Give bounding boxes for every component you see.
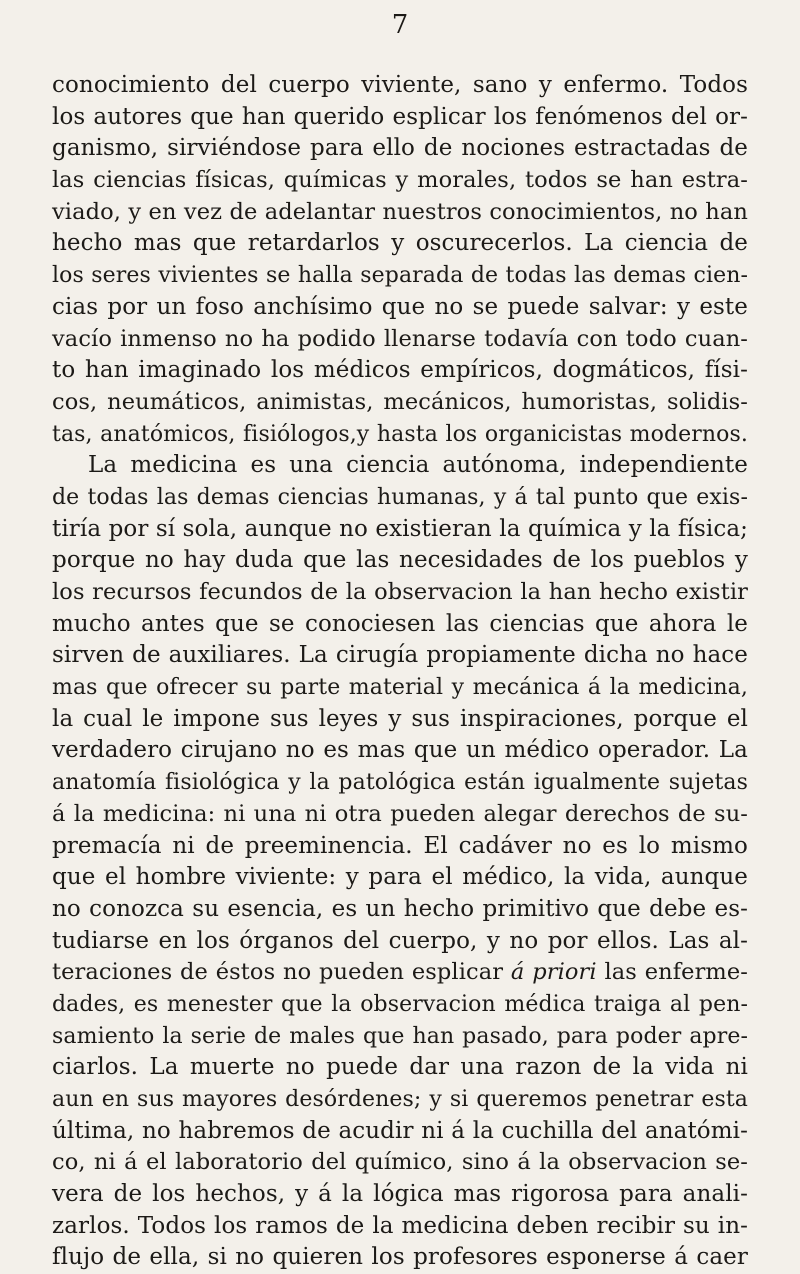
body-text: [52, 70, 748, 1274]
text-line: los autores que han querido esplicar los fenómenos del or-: [52, 103, 748, 130]
text-line: verdadero cirujano no es mas que un médico operador. La: [52, 737, 748, 764]
text-line: á la medicina: ni una ni otra pueden alegar derechos de su-: [52, 800, 748, 827]
page-number: 7: [391, 10, 409, 40]
text-line: porque no hay duda que las necesidades de los pueblos y: [52, 547, 748, 574]
text-line: ganismo, sirviéndose para ello de nociones estractadas de: [52, 135, 748, 162]
text-line: to han imaginado los médicos empíricos, dogmáticos, físi-: [52, 357, 748, 384]
text-line: la cual le impone sus leyes y sus inspiraciones, porque el: [52, 705, 748, 732]
text-line: las ciencias físicas, químicas y morales, todos se han estra-: [52, 167, 748, 194]
text-line: flujo de ella, si no quieren los profesores esponerse á caer: [52, 1244, 748, 1271]
text-line: co, ni á el laboratorio del químico, sino á la observacion se-: [52, 1149, 748, 1176]
text-line: teraciones de éstos no pueden esplicar á priori las enferme-: [52, 959, 748, 986]
text-line: hecho mas que retardarlos y oscurecerlos. La ciencia de: [52, 230, 748, 257]
text-line: tas, anatómicos, fisiólogos,y hasta los organicistas modernos.: [52, 421, 748, 447]
text-line: última, no habremos de acudir ni á la cuchilla del anatómi-: [52, 1117, 748, 1144]
text-line: viado, y en vez de adelantar nuestros conocimientos, no han: [52, 198, 748, 225]
text-line: vacío inmenso no ha podido llenarse todavía con todo cuan-: [52, 325, 748, 352]
text-line: los recursos fecundos de la observacion la han hecho existir: [52, 579, 748, 605]
text-line: samiento la serie de males que han pasado, para poder apre-: [52, 1023, 748, 1049]
text-line: cos, neumáticos, animistas, mecánicos, humoristas, solidis-: [52, 388, 748, 415]
text-line: zarlos. Todos los ramos de la medicina deben recibir su in-: [52, 1212, 748, 1239]
text-line: de todas las demas ciencias humanas, y á tal punto que exis-: [52, 484, 748, 510]
text-line: anatomía fisiológica y la patológica están igualmente sujetas: [52, 770, 748, 796]
text-line: aun en sus mayores desórdenes; y si queremos penetrar esta: [52, 1087, 748, 1112]
text-line: cias por un foso anchísimo que no se puede salvar: y este: [52, 293, 748, 320]
text-line: no conozca su esencia, es un hecho primitivo que debe es-: [52, 895, 748, 922]
text-line: sirven de auxiliares. La cirugía propiamente dicha no hace: [52, 642, 748, 669]
text-line: dades, es menester que la observacion médica traiga al pen-: [52, 991, 748, 1017]
text-line: premacía ni de preeminencia. El cadáver no es lo mismo: [52, 832, 748, 859]
text-line: tudiarse en los órganos del cuerpo, y no por ellos. Las al-: [52, 927, 748, 954]
paragraph-start-line: La medicina es una ciencia autónoma, independiente: [88, 452, 748, 479]
text-line: mucho antes que se conociesen las ciencias que ahora le: [52, 610, 748, 637]
text-line: mas que ofrecer su parte material y mecánica á la medicina,: [52, 675, 748, 701]
text-line: vera de los hechos, y á la lógica mas rigorosa para anali-: [52, 1181, 748, 1208]
italic-phrase: á priori: [510, 959, 597, 986]
text-line: ciarlos. La muerte no puede dar una razon de la vida ni: [52, 1054, 748, 1081]
text-line: los seres vivientes se halla separada de todas las demas cien-: [52, 263, 748, 289]
text-line: tiría por sí sola, aunque no existieran la química y la física;: [52, 515, 748, 542]
text-line: conocimiento del cuerpo viviente, sano y enfermo. Todos: [52, 72, 748, 98]
text-line: que el hombre viviente: y para el médico, la vida, aunque: [52, 864, 748, 891]
